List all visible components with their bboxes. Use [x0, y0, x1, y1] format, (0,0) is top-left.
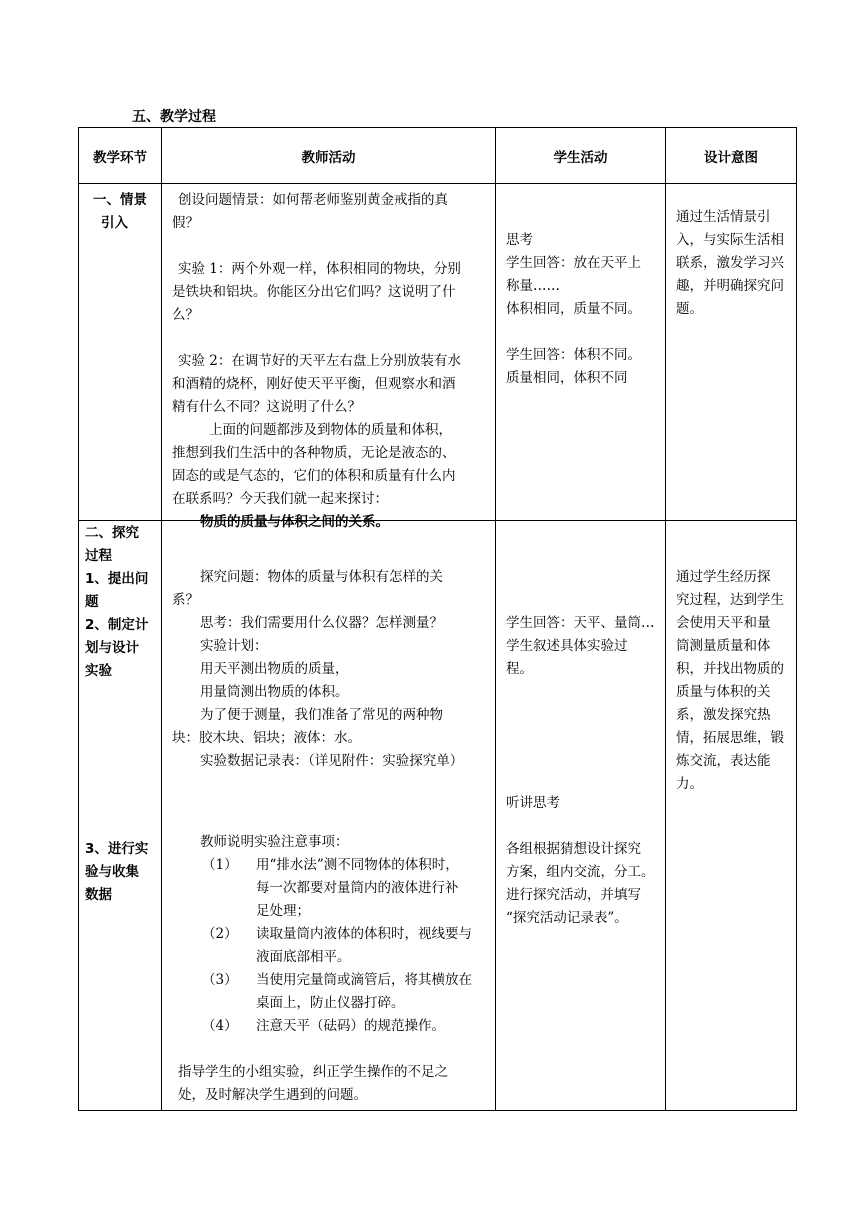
intent-text: 积，并找出物质的 [676, 661, 784, 677]
stage-text: 一、情景 [93, 192, 147, 208]
teacher-activity-cell [162, 521, 496, 1111]
intent-text: 筒测量质量和体 [676, 638, 771, 654]
note-number: （4） [202, 1018, 238, 1034]
teacher-text: 桌面上，防止仪器打碎。 [256, 995, 405, 1011]
header-student-activity: 学生活动 [496, 128, 666, 184]
intent-text: 质量与体积的关 [676, 684, 771, 700]
teacher-text: 液面底部相平。 [256, 949, 351, 965]
teacher-text: 上面的问题都涉及到物体的质量和体积， [209, 422, 452, 438]
intent-text: 联系，激发学习兴 [676, 255, 784, 271]
stage-text: 3、进行实 [85, 841, 149, 857]
stage-text: 引入 [101, 215, 128, 231]
table-header-row [79, 128, 797, 184]
teacher-text: 推想到我们生活中的各种物质，无论是液态的、 [172, 445, 456, 461]
student-activity-cell [496, 521, 666, 1111]
stage-text: 2、制定计 [85, 617, 149, 633]
student-text: 质量相同，体积不同 [506, 370, 628, 386]
stage-cell [79, 521, 162, 1111]
teacher-text-emphasis: 物质的质量与体积之间的关系。 [200, 514, 389, 530]
teacher-text: 用“排水法”测不同物体的体积时， [256, 857, 459, 873]
student-text: 方案，组内交流，分工。 [506, 864, 655, 880]
header-teacher-activity: 教师活动 [162, 128, 496, 184]
teacher-text: 在联系吗？今天我们就一起来探讨： [172, 491, 388, 507]
teacher-text: 为了便于测量，我们准备了常见的两种物 [200, 707, 443, 723]
intent-text: 趣，并明确探究问 [676, 278, 784, 294]
teacher-text: 教师说明实验注意事项： [200, 834, 349, 850]
header-stage: 教学环节 [79, 128, 162, 184]
stage-text: 1、提出问 [85, 571, 149, 587]
intent-text: 力。 [676, 776, 703, 792]
stage-text: 题 [85, 594, 99, 610]
student-text: 学生叙述具体实验过 [506, 638, 628, 654]
stage-cell [79, 184, 162, 521]
intent-text: 系，激发探究热 [676, 707, 771, 723]
teacher-text: 创设问题情景：如何帮老师鉴别黄金戒指的真 [178, 192, 448, 208]
teacher-text: 每一次都要对量筒内的液体进行补 [256, 880, 459, 896]
teacher-activity-cell [162, 184, 496, 530]
table-row [79, 521, 797, 1111]
teacher-text: 固态的或是气态的，它们的体积和质量有什么内 [172, 468, 456, 484]
teacher-text: 用天平测出物质的质量， [200, 661, 349, 677]
teacher-text: 思考：我们需要用什么仪器？怎样测量？ [200, 615, 443, 631]
student-text: 听讲思考 [506, 795, 560, 811]
teacher-text: 实验数据记录表：（详见附件：实验探究单） [200, 753, 464, 769]
student-text: “探究活动记录表”。 [506, 910, 628, 926]
teacher-text: 足处理； [256, 903, 310, 919]
teacher-text: 用量筒测出物质的体积。 [200, 684, 349, 700]
note-number: （1） [202, 857, 238, 873]
intent-text: 究过程，达到学生 [676, 592, 784, 608]
stage-text: 过程 [85, 548, 112, 564]
stage-text: 验与收集 [85, 864, 139, 880]
teacher-text: 处，及时解决学生遇到的问题。 [178, 1087, 367, 1103]
student-text: 称量…… [506, 278, 560, 294]
teacher-text: 注意天平（砝码）的规范操作。 [256, 1018, 445, 1034]
section-title: 五、教学过程 [132, 109, 216, 125]
teacher-text: 系？ [172, 592, 199, 608]
intent-text: 题。 [676, 301, 703, 317]
intent-text: 会使用天平和量 [676, 615, 771, 631]
header-design-intent: 设计意图 [666, 128, 797, 184]
teacher-text: 当使用完量筒或滴管后，将其横放在 [256, 972, 472, 988]
student-text: 程。 [506, 661, 533, 677]
teacher-text: 探究问题：物体的质量与体积有怎样的关 [200, 569, 443, 585]
teacher-text: 块：胶木块、铝块；液体：水。 [172, 730, 361, 746]
student-text: 体积相同，质量不同。 [506, 301, 641, 317]
teacher-text: 实验 2：在调节好的天平左右盘上分别放装有水 [178, 353, 461, 369]
teaching-process-table [78, 127, 797, 1111]
student-text: 学生回答：天平、量筒… [506, 615, 655, 631]
teacher-text: 精有什么不同？这说明了什么？ [172, 399, 361, 415]
student-text: 学生回答：体积不同。 [506, 347, 641, 363]
student-text: 思考 [506, 232, 533, 248]
note-number: （3） [202, 972, 238, 988]
stage-text: 数据 [85, 887, 112, 903]
student-text: 各组根据猜想设计探究 [506, 841, 641, 857]
stage-text: 划与设计 [85, 640, 139, 656]
intent-text: 通过学生经历探 [676, 569, 771, 585]
teacher-text: 实验计划： [200, 638, 268, 654]
teacher-text: 实验 1：两个外观一样，体积相同的物块，分别 [178, 261, 461, 277]
student-text: 学生回答：放在天平上 [506, 255, 641, 271]
intent-text: 情，拓展思维，锻 [676, 730, 784, 746]
table-row [79, 184, 797, 521]
design-intent-cell [666, 184, 797, 521]
teacher-text: 么？ [172, 307, 199, 323]
intent-text: 通过生活情景引 [676, 209, 771, 225]
intent-text: 入，与实际生活相 [676, 232, 784, 248]
teacher-text: 假？ [172, 215, 199, 231]
student-text: 进行探究活动，并填写 [506, 887, 641, 903]
teacher-text: 和酒精的烧杯，刚好使天平平衡，但观察水和酒 [172, 376, 456, 392]
intent-text: 炼交流，表达能 [676, 753, 771, 769]
teacher-text: 指导学生的小组实验，纠正学生操作的不足之 [178, 1064, 448, 1080]
note-number: （2） [202, 926, 238, 942]
stage-text: 实验 [85, 663, 112, 679]
teacher-text: 是铁块和铝块。你能区分出它们吗？这说明了什 [172, 284, 456, 300]
design-intent-cell [666, 521, 797, 1111]
stage-text: 二、探究 [85, 525, 139, 541]
student-activity-cell [496, 184, 666, 521]
teacher-text: 读取量筒内液体的体积时，视线要与 [256, 926, 472, 942]
